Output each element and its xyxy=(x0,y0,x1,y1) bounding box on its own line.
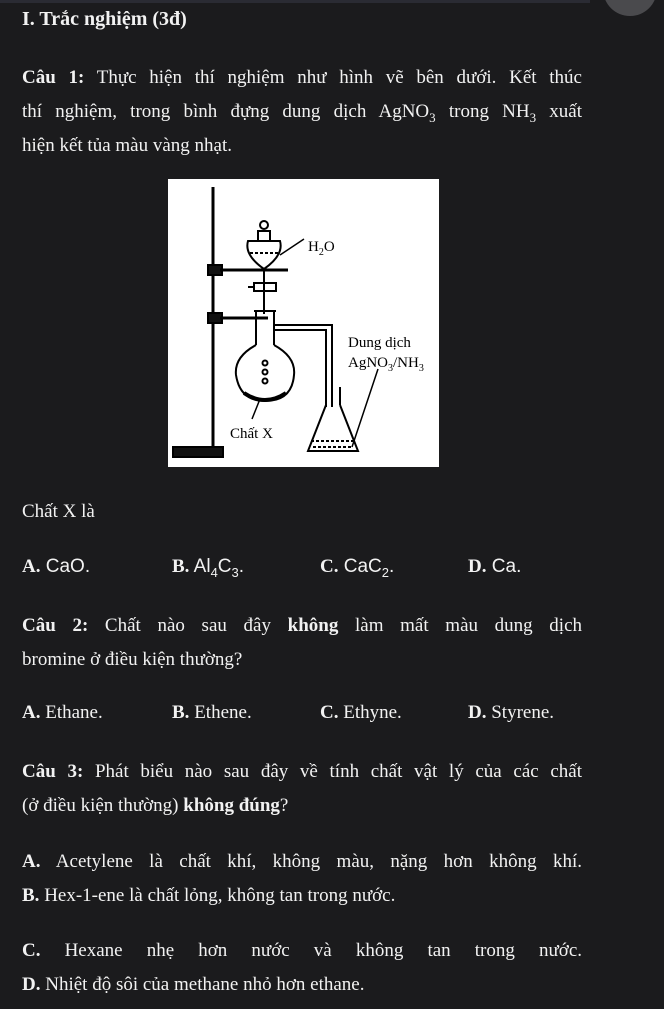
q1-option-c[interactable]: C. CaC$_2$. xyxy=(320,556,395,580)
q2-option-d[interactable]: D. Styrene. xyxy=(468,702,555,723)
corner-button[interactable] xyxy=(603,0,657,16)
q1-text-line3: hiện kết tủa màu vàng nhạt. xyxy=(22,135,232,156)
q3-option-a[interactable]: A. Acetylene là chất khí, không màu, nặng hơn không khí. xyxy=(22,851,582,872)
q3-option-b[interactable]: B. Hex-1-ene là chất lỏng, không tan trong nước. xyxy=(22,885,396,906)
q3-label: Câu 3: xyxy=(22,761,84,782)
q1-prompt: Chất X là xyxy=(22,501,95,522)
q2-label: Câu 2: xyxy=(22,615,89,636)
q1-option-a[interactable]: A. CaO. xyxy=(22,556,91,577)
q2-option-b[interactable]: B. Ethene. xyxy=(172,702,252,723)
solution-label-line2: AgNO xyxy=(348,355,388,371)
q2-options xyxy=(22,702,622,728)
q2-option-c[interactable]: C. Ethyne. xyxy=(320,702,402,723)
q1-option-d[interactable]: D. Ca. xyxy=(468,556,522,577)
q3-option-d[interactable]: D. Nhiệt độ sôi của methane nhỏ hơn ethane. xyxy=(22,974,365,995)
h2o-label: H xyxy=(308,239,319,255)
svg-text:H2O: $H_2O$ xyxy=(308,239,335,258)
top-bar xyxy=(0,0,590,3)
q2-text-line2: bromine ở điều kiện thường? xyxy=(22,649,243,670)
q1-text-line1: Câu 1: Thực hiện thí nghiệm như hình vẽ bên dưới. Kết thúc xyxy=(22,67,582,88)
apparatus-diagram xyxy=(168,179,439,467)
experiment-figure xyxy=(168,179,439,467)
q1-label: Câu 1: xyxy=(22,67,85,88)
q3-option-c[interactable]: C. Hexane nhẹ hơn nước và không tan trong nước. xyxy=(22,940,582,961)
q3-text-line1: Câu 3: Phát biểu nào sau đây về tính chất vật lý của các chất xyxy=(22,761,582,782)
q1-options xyxy=(22,556,622,582)
q2-text-line1: Câu 2: Chất nào sau đây không làm mất màu dung dịch xyxy=(22,615,583,636)
q2-option-a[interactable]: A. Ethane. xyxy=(22,702,103,723)
svg-text:AgNO3/NH3: $AgNO_3/NH_3$ xyxy=(348,355,424,374)
solution-label-line1: Dung dịch xyxy=(348,335,411,351)
section-title: I. Trắc nghiệm (3đ) xyxy=(22,8,187,30)
substance-x-label: Chất X xyxy=(230,426,273,442)
q1-text-line2: thí nghiệm, trong bình đựng dung dịch AgNO$_3$ trong $NH_3$ xuất xyxy=(22,101,582,125)
q3-text-line2: (ở điều kiện thường) không đúng? xyxy=(22,795,289,816)
q1-option-b[interactable]: B. $Al_4C_3$. xyxy=(172,556,245,580)
